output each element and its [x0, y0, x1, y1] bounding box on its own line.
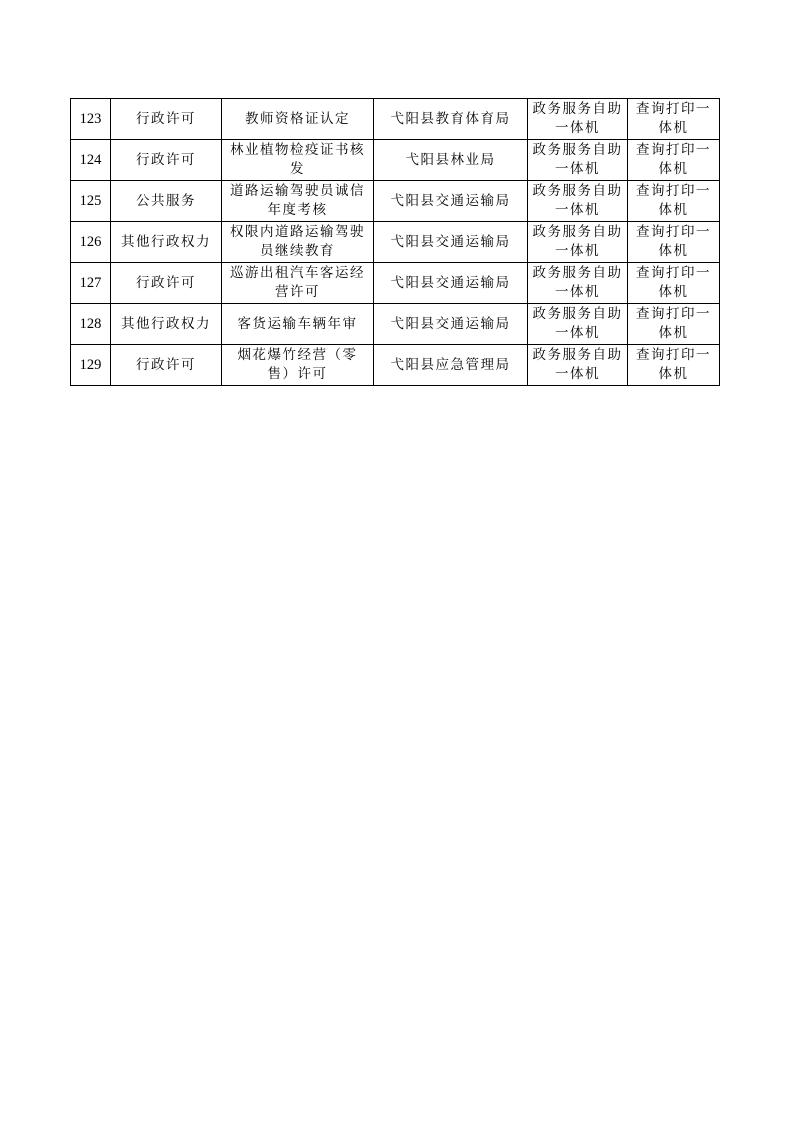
item-type: 行政许可	[111, 140, 222, 181]
department: 弋阳县交通运输局	[374, 181, 528, 222]
item-type: 行政许可	[111, 345, 222, 386]
table-row	[71, 140, 720, 181]
table-row	[71, 99, 720, 140]
department: 弋阳县交通运输局	[374, 263, 528, 304]
department: 弋阳县教育体育局	[374, 99, 528, 140]
service-channel: 政务服务自助一体机	[528, 304, 628, 345]
item-name: 权限内道路运输驾驶员继续教育	[222, 222, 374, 263]
table-row	[71, 345, 720, 386]
item-type: 其他行政权力	[111, 222, 222, 263]
department: 弋阳县应急管理局	[374, 345, 528, 386]
row-number: 128	[71, 304, 111, 345]
table-row	[71, 304, 720, 345]
service-channel: 政务服务自助一体机	[528, 99, 628, 140]
table-row	[71, 181, 720, 222]
item-type: 行政许可	[111, 263, 222, 304]
service-channel: 政务服务自助一体机	[528, 222, 628, 263]
service-items-table	[70, 98, 720, 386]
service-channel: 政务服务自助一体机	[528, 263, 628, 304]
row-number: 127	[71, 263, 111, 304]
item-name: 林业植物检疫证书核发	[222, 140, 374, 181]
terminal: 查询打印一体机	[628, 263, 720, 304]
row-number: 129	[71, 345, 111, 386]
department: 弋阳县交通运输局	[374, 222, 528, 263]
row-number: 124	[71, 140, 111, 181]
service-channel: 政务服务自助一体机	[528, 181, 628, 222]
item-type: 行政许可	[111, 99, 222, 140]
service-channel: 政务服务自助一体机	[528, 345, 628, 386]
terminal: 查询打印一体机	[628, 140, 720, 181]
row-number: 125	[71, 181, 111, 222]
row-number: 123	[71, 99, 111, 140]
item-name: 道路运输驾驶员诚信年度考核	[222, 181, 374, 222]
terminal: 查询打印一体机	[628, 99, 720, 140]
terminal: 查询打印一体机	[628, 222, 720, 263]
row-number: 126	[71, 222, 111, 263]
item-name: 巡游出租汽车客运经营许可	[222, 263, 374, 304]
terminal: 查询打印一体机	[628, 181, 720, 222]
table-row	[71, 222, 720, 263]
item-name: 烟花爆竹经营（零售）许可	[222, 345, 374, 386]
item-type: 其他行政权力	[111, 304, 222, 345]
department: 弋阳县林业局	[374, 140, 528, 181]
item-name: 客货运输车辆年审	[222, 304, 374, 345]
terminal: 查询打印一体机	[628, 345, 720, 386]
item-type: 公共服务	[111, 181, 222, 222]
department: 弋阳县交通运输局	[374, 304, 528, 345]
service-channel: 政务服务自助一体机	[528, 140, 628, 181]
terminal: 查询打印一体机	[628, 304, 720, 345]
table-row	[71, 263, 720, 304]
item-name: 教师资格证认定	[222, 99, 374, 140]
